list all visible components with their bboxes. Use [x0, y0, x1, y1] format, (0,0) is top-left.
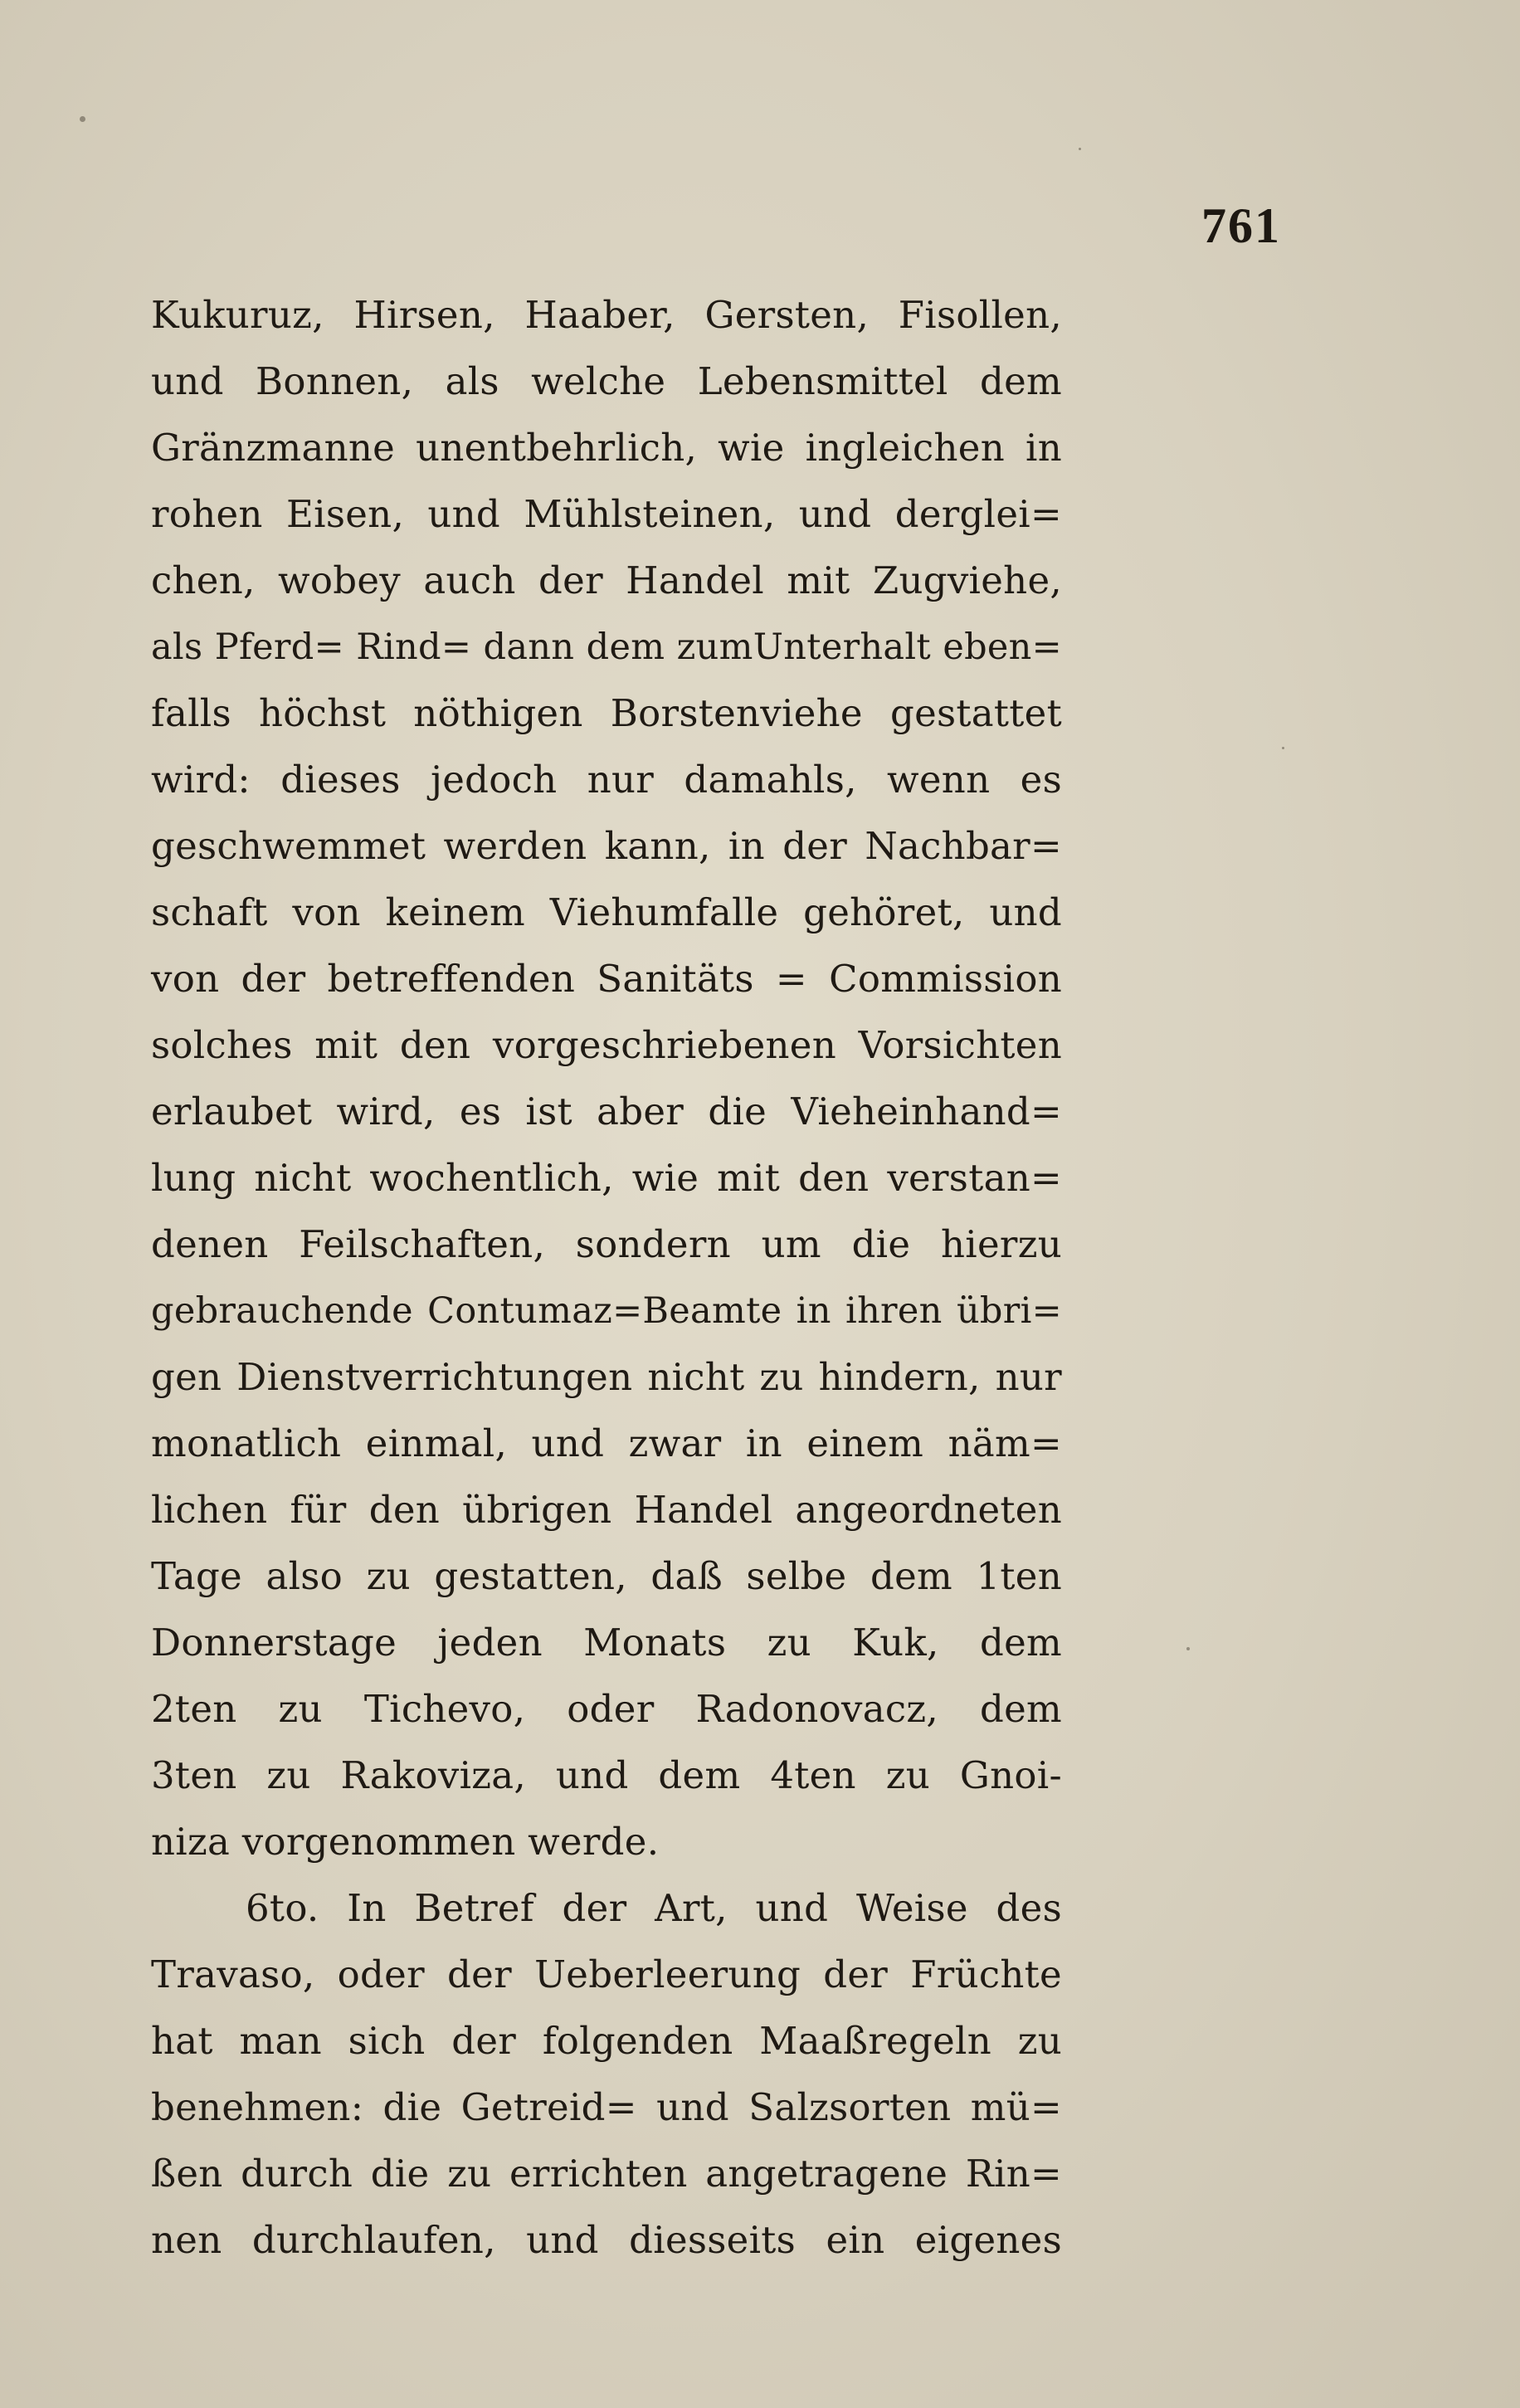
text-line: als Pferd= Rind= dann dem zumUnterhalt eben=: [151, 626, 1062, 668]
text-line: lichen für den übrigen Handel angeordneten: [151, 1488, 1062, 1532]
paper-speck: [1282, 747, 1284, 749]
text-line: 6to. In Betref der Art, und Weise des: [246, 1886, 1062, 1930]
text-line: wird: dieses jedoch nur damahls, wenn es: [151, 758, 1062, 802]
paper-speck: [80, 116, 85, 122]
text-line: geschwemmet werden kann, in der Nachbar=: [151, 824, 1062, 868]
text-line: 3ten zu Rakoviza, und dem 4ten zu Gnoi-: [151, 1753, 1062, 1797]
text-line: ßen durch die zu errichten angetragene Rin=: [151, 2152, 1062, 2196]
text-line: und Bonnen, als welche Lebensmittel dem: [151, 359, 1062, 403]
text-line: nen durchlaufen, und diesseits ein eigenes: [151, 2218, 1062, 2262]
page-number: 761: [1201, 198, 1281, 253]
text-line: 2ten zu Tichevo, oder Radonovacz, dem: [151, 1687, 1062, 1731]
text-line: schaft von keinem Viehumfalle gehöret, und: [151, 890, 1062, 934]
page-body-text: [151, 282, 1062, 2274]
text-line: rohen Eisen, und Mühlsteinen, und derglei=: [151, 492, 1062, 536]
text-line: niza vorgenommen werde.: [151, 1820, 660, 1864]
text-line: lung nicht wochentlich, wie mit den verstan=: [151, 1156, 1062, 1200]
text-line: solches mit den vorgeschriebenen Vorsichten: [151, 1023, 1062, 1067]
text-line: monatlich einmal, und zwar in einem näm=: [151, 1421, 1062, 1465]
text-line: Gränzmanne unentbehrlich, wie ingleichen in: [151, 426, 1062, 470]
text-line: chen, wobey auch der Handel mit Zugviehe,: [151, 558, 1062, 602]
paragraph-1: [151, 282, 1062, 1875]
text-line: gebrauchende Contumaz=Beamte in ihren übri=: [151, 1290, 1062, 1332]
paper-speck: [1079, 148, 1081, 150]
text-line: erlaubet wird, es ist aber die Vieheinhand=: [151, 1089, 1062, 1133]
text-line: denen Feilschaften, sondern um die hierzu: [151, 1222, 1062, 1266]
text-line: falls höchst nöthigen Borstenviehe gestattet: [151, 691, 1062, 735]
text-line: hat man sich der folgenden Maaßregeln zu: [151, 2019, 1062, 2063]
text-line: benehmen: die Getreid= und Salzsorten mü=: [151, 2085, 1062, 2129]
text-line: gen Dienstverrichtungen nicht zu hindern, nur: [151, 1355, 1062, 1399]
text-line: Kukuruz, Hirsen, Haaber, Gersten, Fisollen,: [151, 293, 1062, 337]
text-line: Tage also zu gestatten, daß selbe dem 1ten: [151, 1554, 1062, 1598]
text-line: Travaso, oder der Ueberleerung der Früchte: [151, 1952, 1062, 1996]
text-line: von der betreffenden Sanitäts = Commission: [151, 957, 1062, 1001]
paper-speck: [1186, 1647, 1190, 1650]
text-line: Donnerstage jeden Monats zu Kuk, dem: [151, 1621, 1062, 1665]
paragraph-2: [151, 1875, 1062, 2274]
